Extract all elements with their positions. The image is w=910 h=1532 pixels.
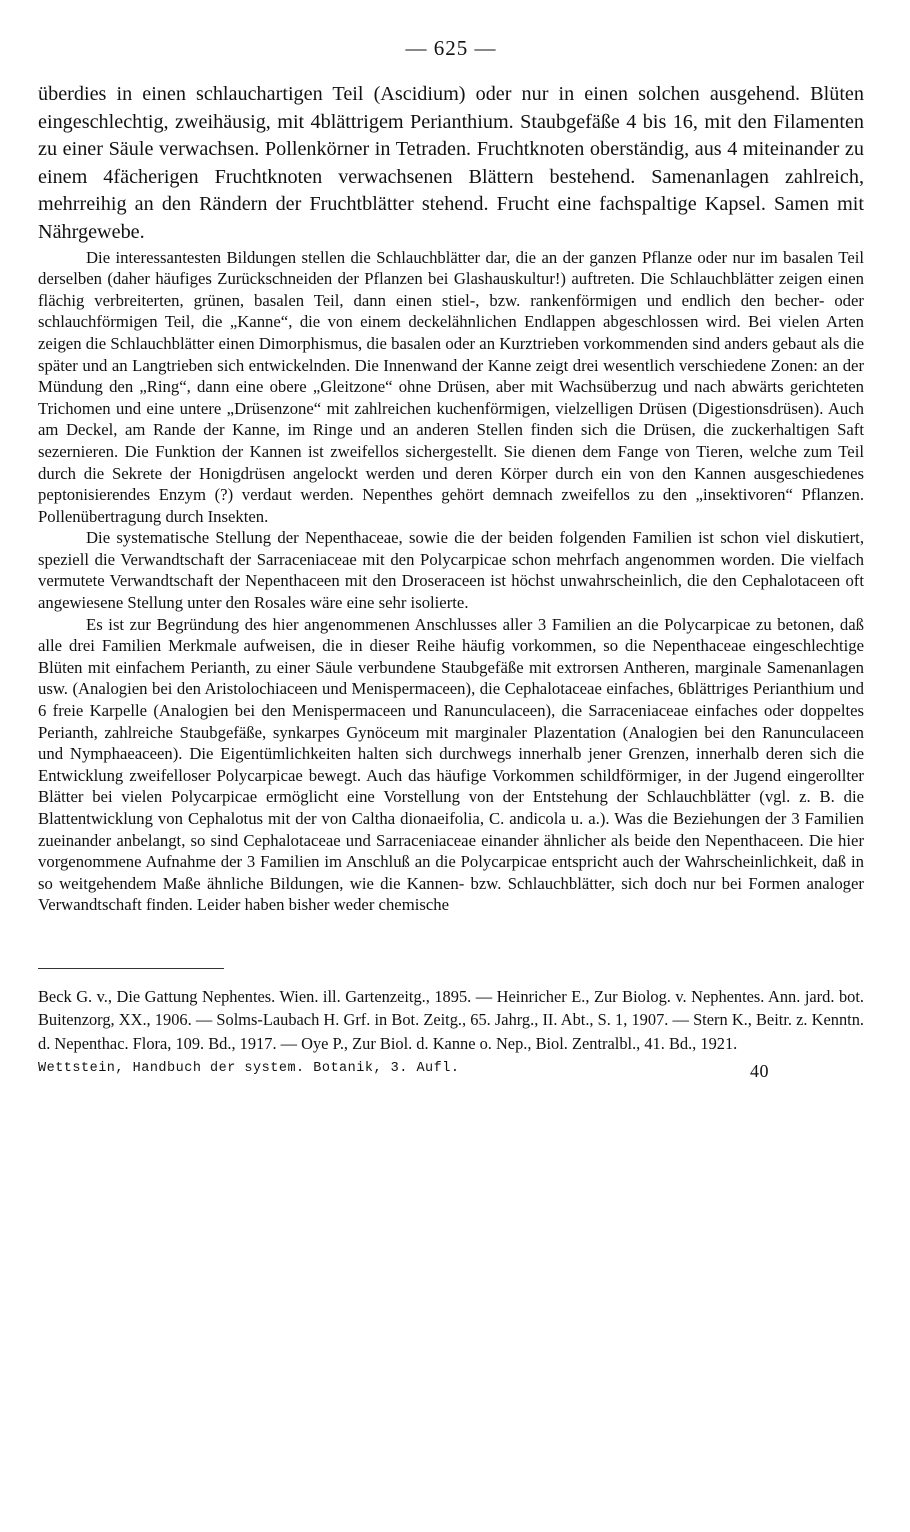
page-number: — 625 — bbox=[405, 36, 497, 60]
body-paragraph-2: Die systematische Stellung der Nepenthaceae, sowie die der beiden folgenden Familien ist schon viel diskutiert, speziell die Verwandtschaft der Sarraceniaceae mit den Polycarpicae schon mehrfach angenommen worden. Die vielfach vermutete Verwandtschaft der Nepenthaceen mit den Droseraceen ist höchst unwahrscheinlich, die den Cephalotaceen oft angewiesene Stellung unter den Rosales wäre eine sehr isolierte. bbox=[38, 528, 864, 613]
footnote-divider bbox=[38, 968, 224, 969]
intro-paragraph: überdies in einen schlauchartigen Teil (Ascidium) oder nur in einen solchen ausgehend. Blüten eingeschlechtig, zweihäusig, mit 4blättrigem Perianthium. Staubgefäße 4 bis 16, mit den Filamenten zu einer Säule verwachsen. Pollenkörner in Tetraden. Fruchtknoten oberständig, aus 4 miteinander zu einem 4fächerigen Fruchtknoten verwachsenen Blättern bestehend. Samenanlagen zahlreich, mehrreihig an den Rändern der Fruchtblätter stehend. Frucht eine fachspaltige Kapsel. Samen mit Nährgewebe. bbox=[38, 83, 864, 243]
footer-book-title: Wettstein, Handbuch der system. Botanik, 3. Aufl. bbox=[38, 1061, 460, 1077]
page-footer bbox=[38, 1061, 864, 1082]
footer-signature: 40 bbox=[750, 1061, 769, 1082]
body-paragraph-1: Die interessantesten Bildungen stellen die Schlauchblätter dar, die an der ganzen Pflanze oder nur im basalen Teil derselben (daher häufiges Zurückschneiden der Pflanzen bei Glashauskultur!) auftreten. Die Schlauchblätter zeigen einen flächig verbreiterten, grünen, basalen Teil, dann einen stiel-, bzw. rankenförmigen und endlich den becher- oder schlauchförmigen Teil, die „Kanne“, die von einem deckelähnlichen Endlappen abgeschlossen wird. Bei vielen Arten zeigen die Schlauchblätter einen Dimorphismus, die basalen oder an Kurztrieben vorkommenden sind anders gebaut als die später und an Langtrieben sich entwickelnden. Die Innenwand der Kanne zeigt drei wesentlich verschiedene Zonen: an der Mündung den „Ring“, dann eine obere „Gleitzone“ ohne Drüsen, aber mit Wachsüberzug und nach abwärts gerichteten Trichomen und eine untere „Drüsenzone“ mit zahlreichen kuchenförmigen, vielzelligen Drüsen (Digestionsdrüsen). Auch am Deckel, am Rande der Kanne, im Ringe und an anderen Stellen finden sich die Drüsen, die zuckerhaltigen Saft sezernieren. Die Funktion der Kannen ist zweifellos sichergestellt. Sie dienen dem Fange von Tieren, welche zum Teil durch die Sekrete der Honigdrüsen angelockt werden und deren Körper durch ein von den Kannen ausgeschiedenes peptonisierendes Enzym (?) verdaut werden. Nepenthes gehört demnach zweifellos zu den „insektivoren“ Pflanzen. Pollenübertragung durch Insekten. bbox=[38, 247, 864, 526]
body-paragraph-3: Es ist zur Begründung des hier angenommenen Anschlusses aller 3 Familien an die Polycarpicae zu betonen, daß alle drei Familien Merkmale aufweisen, die in dieser Reihe häufig vorkommen, so die Nepenthaceae eingeschlechtige Blüten mit einfachem Perianth, zu einer Säule verbundene Staubgefäße mit extrorsen Antheren, marginale Samenanlagen usw. (Analogien bei den Aristolochiaceen und Menispermaceen), die Cephalotaceae einfaches, 6blättriges Perianthium und 6 freie Karpelle (Analogien bei den Menispermaceen und Ranunculaceen), die Sarraceniaceae einfaches oder doppeltes Perianth, zahlreiche Staubgefäße, synkarpes Gynöceum mit marginaler Plazentation (Analogien bei den Ranunculaceen und Nymphaeaceen). Die Eigentümlichkeiten halten sich durchwegs innerhalb jener Grenzen, innerhalb deren sich die Entwicklung zweifelloser Polycarpicae bewegt. Auch das häufige Vorkommen schildförmiger, in der Jugend eingerollter Blätter bei vielen Polycarpicae ermöglicht eine Vorstellung von der Entstehung der Schlauchblätter (vgl. z. B. die Blattentwicklung von Cephalotus mit der von Caltha dionaeifolia, C. andicola u. a.). Was die Beziehungen der 3 Familien zueinander anbelangt, so sind Cephalotaceae und Sarraceniaceae einander ähnlicher als beide den Nepenthaceen. Die hier vorgenommene Aufnahme der 3 Familien im Anschluß an die Polycarpicae entspricht auch der Wahrscheinlichkeit, daß in so weitgehendem Maße ähnliche Bildungen, wie die Kannen- bzw. Schlauchblätter, sich doch nur bei Formen analoger Verwandtschaft finden. Leider haben bisher weder chemische bbox=[38, 614, 864, 915]
references: Beck G. v., Die Gattung Nephentes. Wien. ill. Gartenzeitg., 1895. — Heinricher E., Zur Biolog. v. Nephentes. Ann. jard. bot. Buitenzorg, XX., 1906. — Solms-Laubach H. Grf. in Bot. Zeitg., 65. Jahrg., II. Abt., S. 1, 1907. — Stern K., Beitr. z. Kenntn. d. Nepenthac. Flora, 109. Bd., 1917. — Oye P., Zur Biol. d. Kanne o. Nep., Biol. Zentralbl., 41. Bd., 1921. bbox=[38, 986, 864, 1053]
